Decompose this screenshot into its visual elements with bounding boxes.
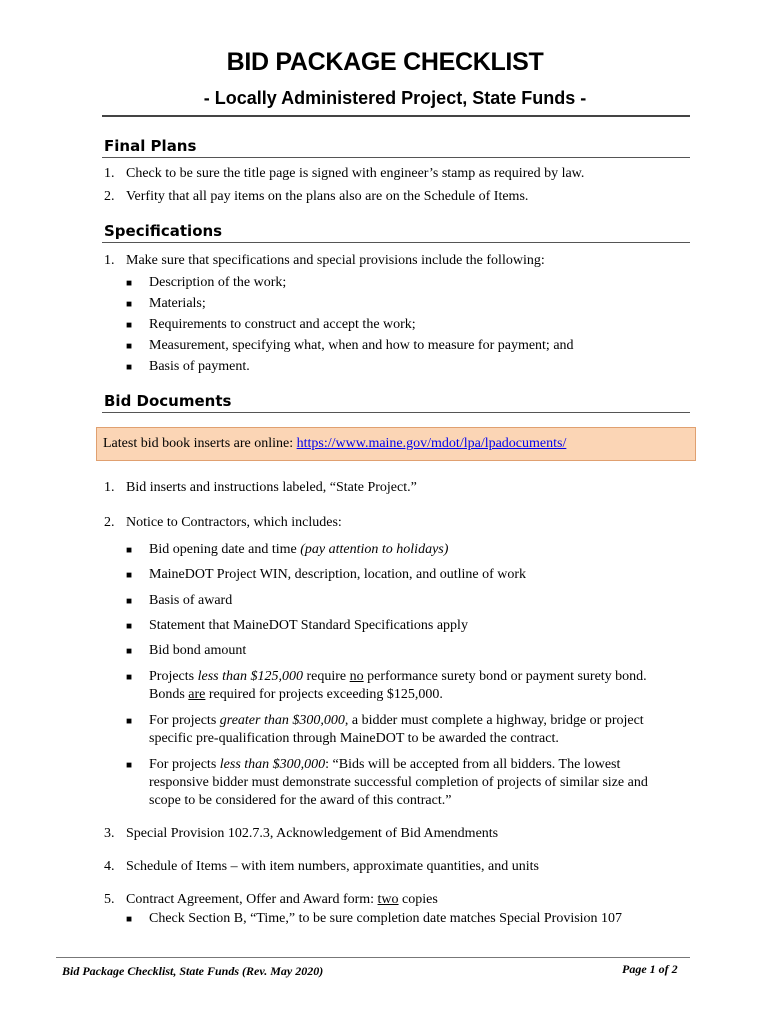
bid-documents-item-5 <box>126 892 438 908</box>
section-specifications-heading: Specifications <box>104 222 223 240</box>
notice-bullet-all-bidders <box>149 756 620 773</box>
list-number: 1. <box>104 480 115 495</box>
bullet-icon: ■ <box>126 646 133 657</box>
item-text: copies <box>398 892 438 907</box>
bullet-text: required for projects exceeding $125,000. <box>205 687 443 702</box>
notice-bullet-bid-bond: Bid bond amount <box>149 643 247 658</box>
bullet-icon: ■ <box>126 570 133 581</box>
bullet-text: , a bidder must complete a highway, bridge or project <box>344 713 644 728</box>
notice-bullet-project-win: MaineDOT Project WIN, description, location, and outline of work <box>149 567 527 582</box>
bid-documents-item-4: Schedule of Items – with item numbers, approximate quantities, and units <box>126 859 539 874</box>
final-plans-item-1: Check to be sure the title page is signed with engineer’s stamp as required by law. <box>126 166 585 181</box>
notice-bullet-prequalification <box>149 712 644 729</box>
spec-bullet: Basis of payment. <box>149 359 250 374</box>
notice-bullet-basis-of-award: Basis of award <box>149 593 233 608</box>
bid-documents-item-3: Special Provision 102.7.3, Acknowledgement of Bid Amendments <box>126 826 499 841</box>
spec-bullet: Materials; <box>149 296 206 311</box>
bullet-icon: ■ <box>126 596 133 607</box>
bullet-icon: ■ <box>126 278 133 289</box>
notice-bullet-standard-specs: Statement that MaineDOT Standard Specifications apply <box>149 618 468 633</box>
bullet-icon: ■ <box>126 299 133 310</box>
footer-rule <box>56 957 690 958</box>
footer-page-number: Page 1 of 2 <box>622 962 678 976</box>
bullet-icon: ■ <box>126 545 133 556</box>
list-number: 5. <box>104 892 115 907</box>
bullet-italic-text: (pay attention to holidays) <box>300 542 449 557</box>
bullet-icon: ■ <box>126 716 133 727</box>
section-rule <box>102 412 690 413</box>
bullet-text: For projects <box>149 713 220 728</box>
lpa-documents-link[interactable]: https://www.maine.gov/mdot/lpa/lpadocuments/ <box>296 436 567 451</box>
bullet-italic-text: less than $125,000 <box>197 669 303 684</box>
footer-document-title: Bid Package Checklist, State Funds (Rev. May 2020) <box>62 964 324 978</box>
bullet-underlined-text: are <box>188 687 206 702</box>
list-number: 4. <box>104 859 115 874</box>
notice-bullet-all-bidders-cont: scope to be considered for the award of this contract.” <box>149 793 452 808</box>
specifications-item-1: Make sure that specifications and special provisions include the following: <box>126 253 545 268</box>
section-bid-documents-heading: Bid Documents <box>104 392 232 410</box>
bullet-text: performance surety bond or payment surety bond. <box>363 669 647 684</box>
bullet-icon: ■ <box>126 760 133 771</box>
list-number: 2. <box>104 189 115 204</box>
contract-bullet-section-b: Check Section B, “Time,” to be sure completion date matches Special Provision 107 <box>149 911 623 926</box>
bullet-text: : “Bids will be accepted from all bidders. The lowest <box>325 757 621 772</box>
spec-bullet: Measurement, specifying what, when and how to measure for payment; and <box>149 338 574 353</box>
bullet-icon: ■ <box>126 914 133 925</box>
list-number: 1. <box>104 166 115 181</box>
notice-bullet-prequalification-cont: specific pre-qualification through MaineDOT to be awarded the contract. <box>149 731 559 746</box>
bullet-icon: ■ <box>126 320 133 331</box>
final-plans-item-2: Verfity that all pay items on the plans also are on the Schedule of Items. <box>126 189 529 204</box>
notice-bullet-bid-opening <box>149 541 448 558</box>
notice-text <box>103 436 566 452</box>
bid-documents-item-2: Notice to Contractors, which includes: <box>126 515 342 530</box>
bullet-underlined-text: no <box>349 669 364 684</box>
list-number: 1. <box>104 253 115 268</box>
spec-bullet: Requirements to construct and accept the work; <box>149 317 416 332</box>
bullet-icon: ■ <box>126 362 133 373</box>
notice-bullet-all-bidders-cont: responsive bidder must demonstrate successful completion of projects of similar size and <box>149 775 648 790</box>
bullet-icon: ■ <box>126 621 133 632</box>
bullet-icon: ■ <box>126 341 133 352</box>
spec-bullet: Description of the work; <box>149 275 287 290</box>
bullet-text: Projects <box>149 669 198 684</box>
bid-documents-item-1: Bid inserts and instructions labeled, “State Project.” <box>126 480 417 495</box>
bullet-text: Bonds <box>149 687 189 702</box>
list-number: 3. <box>104 826 115 841</box>
section-rule <box>102 242 690 243</box>
subtitle-rule <box>102 115 690 117</box>
list-number: 2. <box>104 515 115 530</box>
item-text: Contract Agreement, Offer and Award form: <box>126 892 378 907</box>
bullet-text: For projects <box>149 757 220 772</box>
document-subtitle: - Locally Administered Project, State Funds - <box>203 88 587 108</box>
online-inserts-notice <box>96 427 696 461</box>
bullet-text: Bid opening date and time <box>149 542 301 557</box>
section-rule <box>102 157 690 158</box>
bullet-italic-text: greater than $300,000 <box>219 713 345 728</box>
section-final-plans-heading: Final Plans <box>104 137 197 155</box>
bullet-icon: ■ <box>126 672 133 683</box>
notice-label: Latest bid book inserts are online: <box>103 436 297 451</box>
item-underlined-text: two <box>377 892 399 907</box>
bullet-italic-text: less than $300,000 <box>219 757 326 772</box>
notice-bullet-surety-bond <box>149 668 647 685</box>
bullet-text: require <box>303 669 350 684</box>
document-title: BID PACKAGE CHECKLIST <box>226 48 544 76</box>
notice-bullet-surety-bond-cont <box>149 686 443 703</box>
